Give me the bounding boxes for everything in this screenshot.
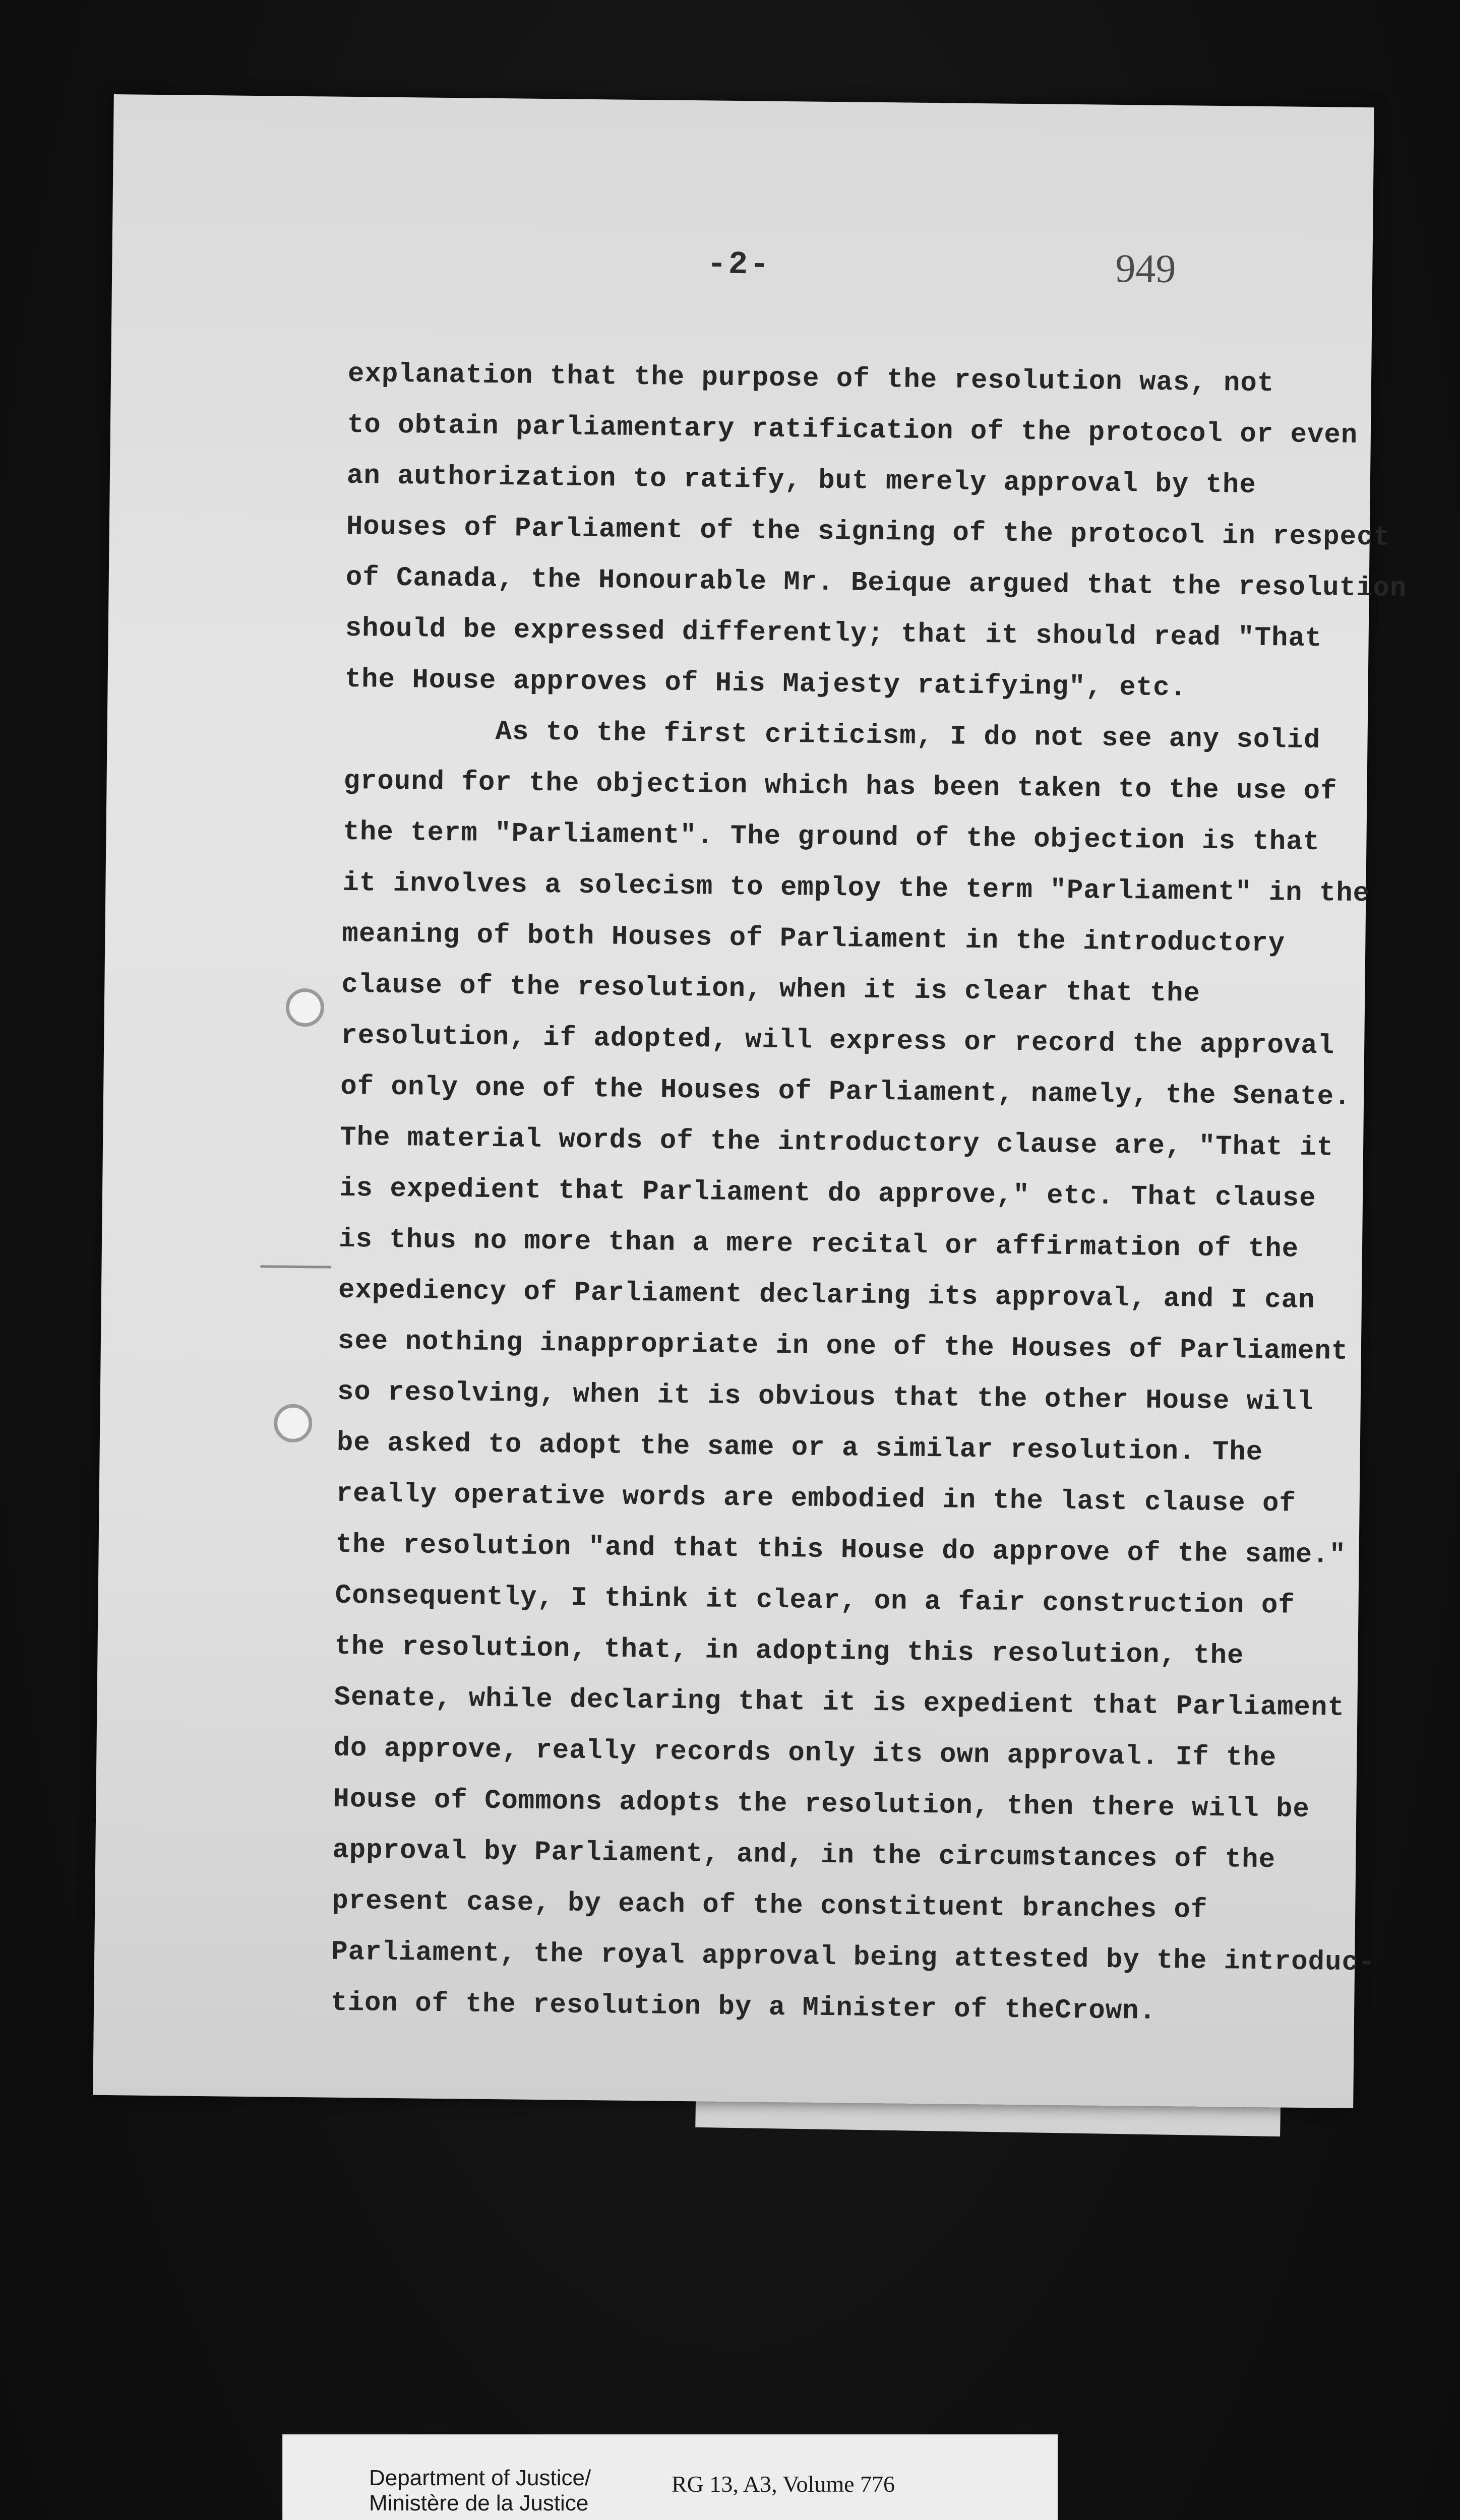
text-line: is expedient that Parliament do approve," etc. That clause bbox=[339, 1173, 1316, 1215]
text-line: of only one of the Houses of Parliament, namely, the Senate. bbox=[340, 1071, 1351, 1113]
text-line: of Canada, the Honourable Mr. Beique argued that the resolution bbox=[345, 562, 1407, 604]
document-body bbox=[330, 349, 1407, 2039]
text-line: an authorization to ratify, but merely approval by the bbox=[346, 460, 1257, 501]
record-group-reference: RG 13, A3, Volume 776 bbox=[672, 2471, 895, 2497]
text-line: present case, by each of the constituent branches of bbox=[332, 1885, 1208, 1926]
text-line: Parliament, the royal approval being attested by the introduc- bbox=[331, 1936, 1376, 1979]
folio-number: 949 bbox=[1115, 246, 1176, 292]
department-name-en: Department of Justice/ bbox=[369, 2466, 591, 2490]
page-number: -2- bbox=[706, 246, 771, 284]
text-line: to obtain parliamentary ratification of the protocol or even bbox=[347, 409, 1358, 451]
text-line: the resolution, that, in adopting this resolution, the bbox=[334, 1631, 1244, 1672]
text-line: the House approves of His Majesty ratifying", etc. bbox=[344, 664, 1187, 704]
text-line: tion of the resolution by a Minister of theCrown. bbox=[330, 1987, 1157, 2027]
text-line: The material words of the introductory clause are, "That it bbox=[339, 1122, 1334, 1164]
text-line: do approve, really records only its own approval. If the bbox=[333, 1733, 1277, 1774]
text-line: approval by Parliament, and, in the circumstances of the bbox=[332, 1835, 1276, 1876]
document-page bbox=[93, 94, 1407, 2108]
text-line: the resolution "and that this House do approve of the same." bbox=[335, 1529, 1347, 1571]
page-header bbox=[112, 240, 1373, 314]
text-line: expediency of Parliament declaring its approval, and I can bbox=[338, 1275, 1315, 1316]
department-name bbox=[369, 2466, 591, 2516]
text-line: explanation that the purpose of the resolution was, not bbox=[347, 358, 1274, 400]
text-line: the term "Parliament". The ground of the objection is that bbox=[343, 816, 1320, 858]
paragraph-start-line: As to the first criticism, I do not see any solid bbox=[495, 717, 1321, 757]
margin-mark bbox=[260, 1265, 331, 1268]
punch-hole-icon bbox=[286, 988, 325, 1027]
text-line: really operative words are embodied in the last clause of bbox=[336, 1478, 1297, 1520]
text-line: Houses of Parliament of the signing of the protocol in respect bbox=[346, 511, 1391, 553]
text-line: see nothing inappropriate in one of the Houses of Parliament bbox=[337, 1326, 1349, 1367]
text-line: is thus no more than a mere recital or affirmation of the bbox=[338, 1224, 1299, 1265]
archive-reference-label bbox=[282, 2434, 1058, 2520]
text-line: ground for the objection which has been taken to the use of bbox=[343, 766, 1337, 807]
text-line: House of Commons adopts the resolution, then there will be bbox=[333, 1784, 1310, 1825]
text-line: Consequently, I think it clear, on a fair construction of bbox=[335, 1580, 1296, 1621]
text-line: should be expressed differently; that it should read "That bbox=[345, 613, 1322, 655]
text-line: so resolving, when it is obvious that the other House will bbox=[337, 1376, 1314, 1418]
text-line: clause of the resolution, when it is clear that the bbox=[341, 969, 1201, 1010]
text-line: Senate, while declaring that it is expedient that Parliament bbox=[334, 1682, 1345, 1724]
text-line: be asked to adopt the same or a similar resolution. The bbox=[336, 1427, 1263, 1469]
department-name-fr: Ministère de la Justice bbox=[369, 2491, 589, 2515]
text-line: meaning of both Houses of Parliament in the introductory bbox=[342, 918, 1286, 960]
text-line: it involves a solecism to employ the term "Parliament" in the bbox=[342, 867, 1370, 910]
text-line: resolution, if adopted, will express or record the approval bbox=[340, 1020, 1335, 1062]
punch-hole-icon bbox=[274, 1404, 313, 1442]
